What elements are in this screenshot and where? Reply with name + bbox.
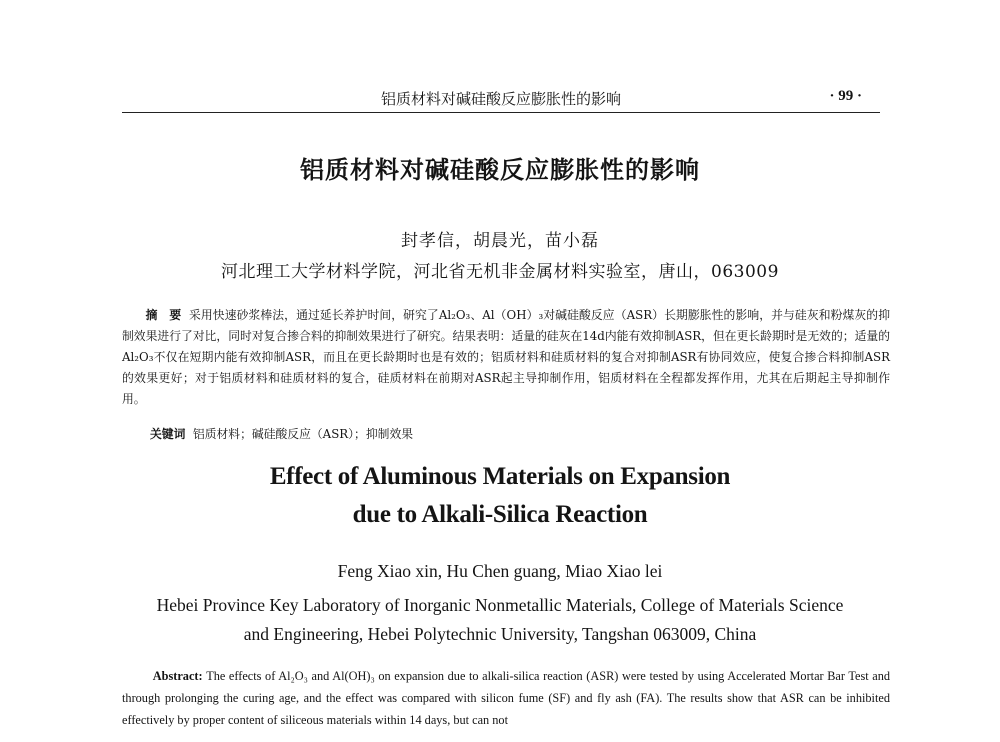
running-header — [122, 86, 880, 113]
english-title-line-1: Effect of Aluminous Materials on Expansion — [269, 463, 731, 490]
chinese-abstract-label: 摘 要 — [145, 308, 182, 322]
english-abstract-text: The effects of Al₂O₃ and Al(OH)₃ on expansion due to alkali-silica reaction (ASR) were tested by using Accelerated Mortar Bar Test and through prolonging the curing age, and the effect was compared with silicon fume (SF) and fly ash (FA). The results show that ASR can be inhibited effectively by proper content of siliceous materials within 14 days, but can not — [122, 669, 890, 727]
running-title: 铝质材料对碱硅酸反应膨胀性的影响 — [380, 90, 621, 108]
chinese-keywords-text: 铝质材料；碱硅酸反应（ASR）；抑制效果 — [192, 427, 414, 441]
chinese-title: 铝质材料对碱硅酸反应膨胀性的影响 — [300, 155, 700, 184]
english-affiliation-line-2: and Engineering, Hebei Polytechnic University, Tangshan 063009, China — [243, 624, 757, 644]
english-title — [0, 458, 1000, 534]
english-title-line-2: due to Alkali-Silica Reaction — [352, 501, 648, 528]
english-affiliation — [0, 591, 1000, 649]
chinese-keywords — [150, 424, 890, 445]
chinese-authors: 封孝信，胡晨光，苗小磊 — [401, 231, 599, 251]
english-authors: Feng Xiao xin, Hu Chen guang, Miao Xiao lei — [337, 561, 663, 581]
page-number: · 99 · — [829, 88, 862, 104]
english-abstract-label: Abstract: — [152, 669, 203, 683]
english-abstract — [122, 665, 890, 731]
chinese-affiliation: 河北理工大学材料学院，河北省无机非金属材料实验室，唐山，063009 — [221, 262, 779, 282]
chinese-keywords-label: 关键词 — [150, 427, 186, 441]
chinese-abstract-text: 采用快速砂浆棒法，通过延长养护时间，研究了Al₂O₃、Al（OH）₃对碱硅酸反应（ASR）长期膨胀性的影响，并与硅灰和粉煤灰的抑制效果进行了对比，同时对复合掺合料的抑制效果进行了研究。结果表明：适量的硅灰在14d内能有效抑制ASR，但在更长龄期时是无效的；适量的Al₂O₃不仅在短期内能有效抑制ASR，而且在更长龄期时也是有效的；铝质材料和硅质材料的复合对抑制ASR有协同效应，使复合掺合料抑制ASR的效果更好；对于铝质材料和硅质材料的复合，硅质材料在前期对ASR起主导抑制作用，铝质材料在全程都发挥作用，尤其在后期起主导抑制作用。 — [122, 308, 891, 406]
chinese-abstract — [122, 305, 890, 410]
english-affiliation-line-1: Hebei Province Key Laboratory of Inorganic Nonmetallic Materials, College of Materials Science — [156, 595, 844, 615]
